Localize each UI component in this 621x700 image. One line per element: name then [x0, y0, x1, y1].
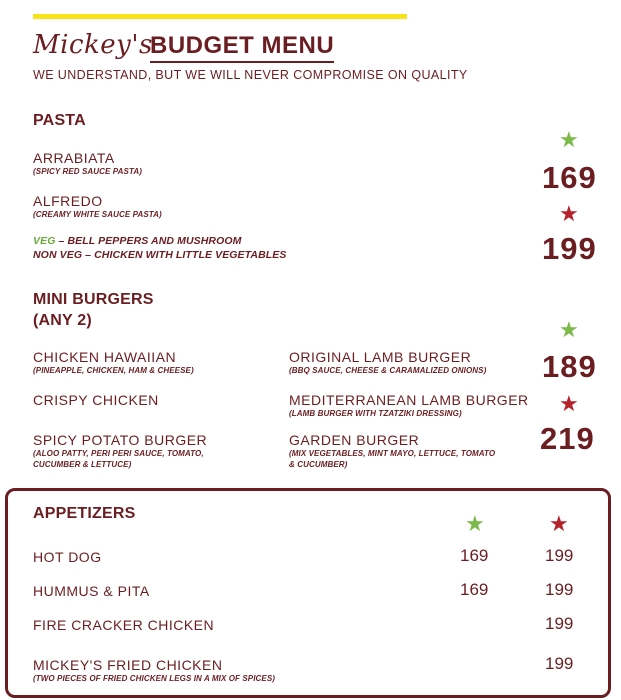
- menu-item-desc: (MIX VEGETABLES, MINT MAYO, LETTUCE, TOMATO: [289, 449, 496, 458]
- menu-item-name: HOT DOG: [33, 549, 102, 565]
- menu-item-name: HUMMUS & PITA: [33, 583, 150, 599]
- tagline: WE UNDERSTAND, BUT WE WILL NEVER COMPROMISE ON QUALITY: [33, 68, 468, 82]
- menu-item-name: CHICKEN HAWAIIAN: [33, 349, 177, 365]
- veg-option-line: [33, 235, 241, 247]
- red-star-icon: ★: [549, 511, 569, 536]
- price-nonveg: 199: [545, 614, 574, 633]
- menu-item-name: SPICY POTATO BURGER: [33, 432, 208, 448]
- price-veg: 169: [542, 160, 597, 195]
- price-veg: 169: [460, 546, 489, 565]
- price-nonveg: 199: [545, 580, 574, 599]
- section-heading-mini-burgers: MINI BURGERS: [33, 291, 154, 308]
- top-accent-bar: [33, 14, 407, 19]
- menu-item-name: GARDEN BURGER: [289, 432, 420, 448]
- green-star-icon: ★: [465, 511, 485, 536]
- veg-label: VEG: [33, 235, 56, 247]
- price-veg: 189: [542, 349, 597, 384]
- price-nonveg: 199: [542, 231, 597, 266]
- menu-item-desc: (CREAMY WHITE SAUCE PASTA): [33, 210, 162, 219]
- red-star-icon: ★: [559, 391, 579, 416]
- menu-item-desc: (PINEAPPLE, CHICKEN, HAM & CHEESE): [33, 366, 194, 375]
- section-heading-appetizers: APPETIZERS: [33, 505, 136, 522]
- page-title-text: BUDGET MENU: [150, 32, 335, 59]
- price-nonveg: 199: [545, 654, 574, 673]
- menu-item-name: ORIGINAL LAMB BURGER: [289, 349, 472, 365]
- nonveg-option-line: NON VEG – CHICKEN WITH LITTLE VEGETABLES: [33, 249, 287, 261]
- section-heading-pasta: PASTA: [33, 112, 86, 129]
- menu-item-desc: CUCUMBER & LETTUCE): [33, 460, 132, 469]
- green-star-icon: ★: [559, 127, 579, 152]
- price-nonveg: 199: [545, 546, 574, 565]
- menu-item-desc: (SPICY RED SAUCE PASTA): [33, 167, 142, 176]
- price-nonveg: 219: [540, 421, 595, 456]
- menu-item-desc: (LAMB BURGER WITH TZATZIKI DRESSING): [289, 409, 462, 418]
- menu-item-name: ARRABIATA: [33, 150, 115, 166]
- veg-option-text: – BELL PEPPERS AND MUSHROOM: [55, 235, 242, 247]
- menu-item-name: CRISPY CHICKEN: [33, 392, 159, 408]
- page-title: [150, 32, 334, 60]
- brand-logo: Mickey's: [33, 30, 153, 60]
- menu-item-name: FIRE CRACKER CHICKEN: [33, 617, 215, 633]
- menu-item-desc: (BBQ SAUCE, CHEESE & CARAMALIZED ONIONS): [289, 366, 487, 375]
- price-veg: 169: [460, 580, 489, 599]
- menu-item-desc: (ALOO PATTY, PERI PERI SAUCE, TOMATO,: [33, 449, 204, 458]
- red-star-icon: ★: [559, 201, 579, 226]
- menu-item-name: ALFREDO: [33, 193, 103, 209]
- section-subheading-any-2: (ANY 2): [33, 312, 92, 329]
- menu-item-name: MICKEY'S FRIED CHICKEN: [33, 657, 223, 673]
- green-star-icon: ★: [559, 317, 579, 342]
- title-underline: [150, 61, 334, 63]
- menu-item-desc: & CUCUMBER): [289, 460, 348, 469]
- menu-item-name: MEDITERRANEAN LAMB BURGER: [289, 392, 529, 408]
- menu-item-desc: (TWO PIECES OF FRIED CHICKEN LEGS IN A MIX OF SPICES): [33, 674, 276, 683]
